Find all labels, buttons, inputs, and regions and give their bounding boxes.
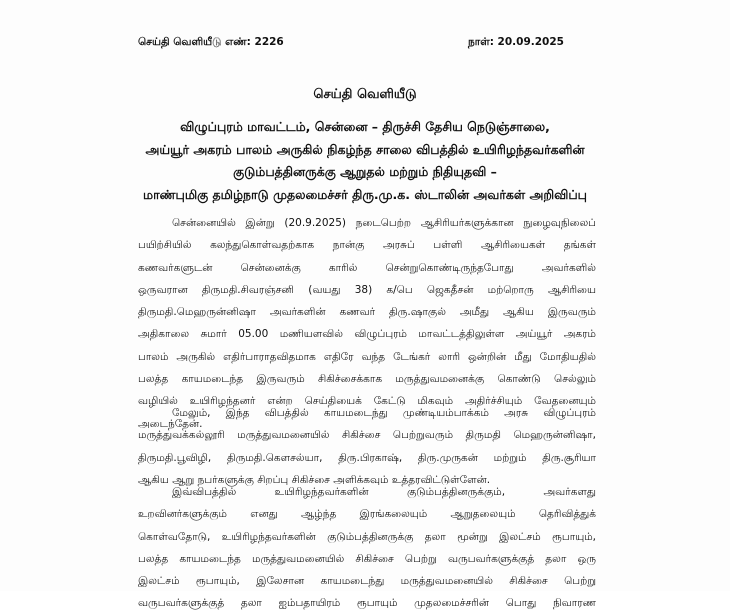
- subtitle-line-1: விழுப்புரம் மாவட்டம், சென்னை – திருச்சி தேசிய நெடுஞ்சாலை,: [180, 119, 550, 134]
- subtitle-line-4: மாண்புமிகு தமிழ்நாடு முதலமைச்சர் திரு.மு.க. ஸ்டாலின் அவர்கள் அறிவிப்பு: [143, 187, 587, 202]
- paragraph-line: இலட்சம் ரூபாயும், இலேசான காயமடைந்து மருத்துவமனையில் சிகிச்சை பெற்று: [138, 575, 596, 588]
- paragraph-line: பாலம் அருகில் எதிர்பாராதவிதமாக எதிரே வந்த டேங்கர் லாரி ஒன்றின் மீது மோதியதில்: [138, 350, 596, 363]
- paragraph-line: பலத்த காயமடைந்த மருத்துவமனையில் சிகிச்சை பெற்று வருபவர்களுக்குத் தலா ஒரு: [138, 552, 596, 565]
- paragraph-line: அதிகாலை சுமார் 05.00 மணியளவில் விழுப்புரம் மாவட்டத்திலுள்ள அய்யூர் அகரம்: [138, 328, 596, 341]
- release-number: செய்தி வெளியீடு எண்: 2226: [138, 36, 284, 48]
- release-date: நாள்: 20.09.2025: [468, 36, 564, 48]
- paragraph-line: வழியில் உயிரிழந்தனர் என்ற செய்தியைக் கேட்டு மிகவும் அதிர்ச்சியும் வேதனையும்: [138, 395, 596, 408]
- document-title: செய்தி வெளியீடு: [313, 87, 417, 102]
- paragraph-line: கணவர்களுடன் சென்னைக்கு காரில் சென்றுகொண்டிருந்தபோது அவர்களில்: [138, 261, 596, 274]
- paragraph-line: சென்னையில் இன்று (20.9.2025) நடைபெற்ற ஆசிரியர்களுக்கான நுழைவுநிலைப்: [172, 217, 596, 229]
- paragraph-line: பலத்த காயமடைந்த இருவரும் சிகிச்சைக்காக மருத்துவமனைக்கு கொண்டு செல்லும்: [138, 373, 596, 386]
- paragraph-line: ஆகிய ஆறு நபர்களுக்கு சிறப்பு சிகிச்சை அளிக்கவும் உத்தரவிட்டுள்ளேன்.: [138, 473, 491, 486]
- paragraph-line: மேலும், இந்த விபத்தில் காயமடைந்து முண்டியம்பாக்கம் அரசு விழுப்புரம்: [172, 407, 596, 419]
- paragraph-line: மருத்துவக்கல்லூரி மருத்துவமனையில் சிகிச்சை பெற்றுவரும் திருமதி மெஹருன்னிஷா,: [138, 429, 596, 442]
- paragraph-2: [138, 402, 596, 491]
- paragraph-line: கொள்வதோடு, உயிரிழந்தவர்களின் குடும்பத்தினருக்கு தலா மூன்று இலட்சம் ரூபாயும்,: [138, 530, 596, 543]
- subtitle-line-2: அய்யூர் அகரம் பாலம் அருகில் நிகழ்ந்த சாலை விபத்தில் உயிரிழந்தவர்களின்: [145, 142, 585, 157]
- paragraph-3: [138, 481, 596, 615]
- paragraph-line: பயிற்சியில் கலந்துகொள்வதற்காக நான்கு அரசுப் பள்ளி ஆசிரியைகள் தங்கள்: [138, 239, 596, 252]
- paragraph-line: உறவினர்களுக்கும் எனது ஆழ்ந்த இரங்கலையும் ஆறுதலையும் தெரிவித்துக்: [138, 508, 596, 521]
- paragraph-line: திருமதி.பூவிழி, திருமதி.கௌசல்யா, திரு.பிரகாஷ், திரு.முருகன் மற்றும் திரு.சூரியா: [138, 451, 596, 464]
- subtitle-line-3: குடும்பத்தினருக்கு ஆறுதல் மற்றும் நிதியுதவி –: [233, 164, 497, 179]
- paragraph-line: ஒருவரான திருமதி.சிவரஞ்சனி (வயது 38) க/பெ ஜெகதீசன் மற்றொரு ஆசிரியை: [138, 283, 596, 296]
- paragraph-line: திருமதி.மெஹருன்னிஷா அவர்களின் கணவர் திரு.ஷாகுல் அமீது ஆகிய இருவரும்: [138, 306, 596, 319]
- paragraph-line: இவ்விபத்தில் உயிரிழந்தவர்களின் குடும்பத்தினருக்கும், அவர்களது: [172, 486, 596, 498]
- paragraph-line: வருபவர்களுக்குத் தலா ஐம்பதாயிரம் ரூபாயும் முதலமைச்சரின் பொது நிவாரண: [138, 597, 596, 610]
- paragraph-line: அடைந்தேன்.: [138, 417, 203, 430]
